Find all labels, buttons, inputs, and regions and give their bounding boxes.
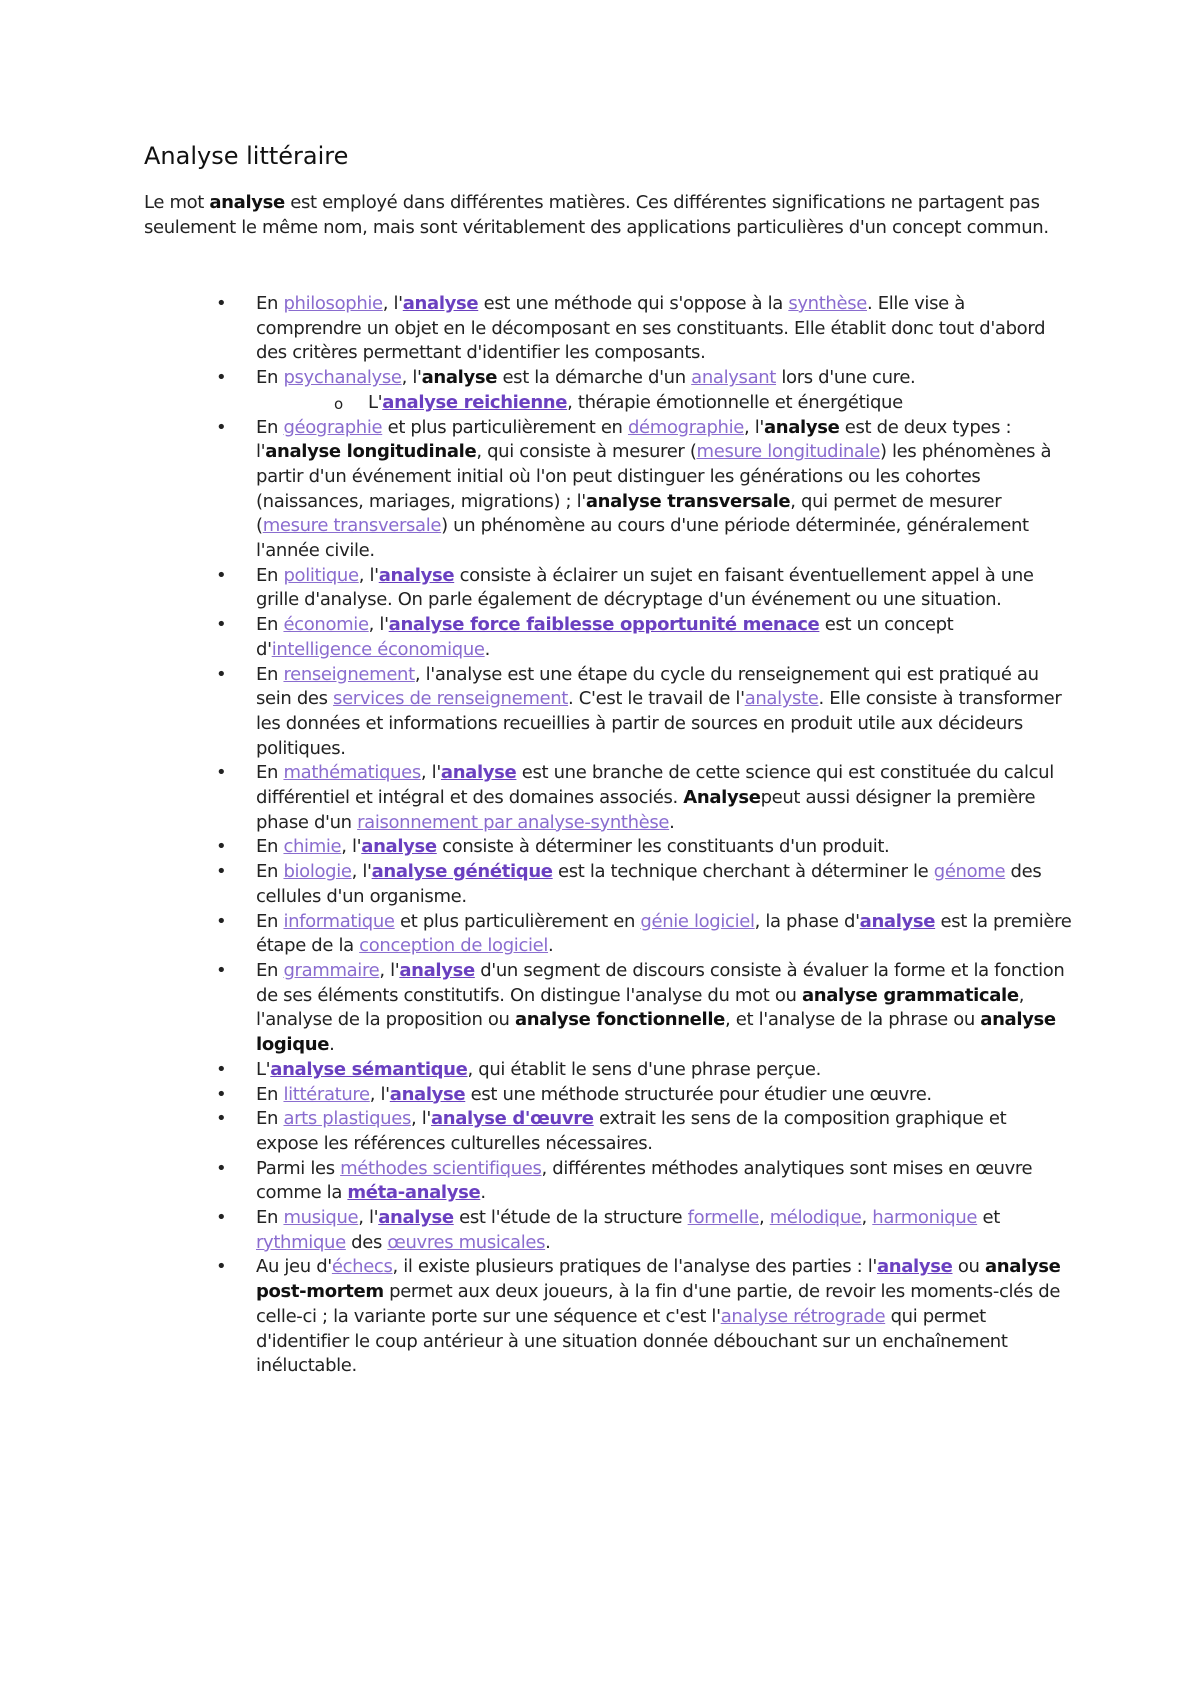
wiki-link[interactable]: démographie bbox=[627, 416, 744, 438]
text-run: , qui établit le sens d'une phrase perçue. bbox=[467, 1058, 821, 1080]
text-run: , qui permet de mesurer ( bbox=[256, 490, 1002, 537]
wiki-link[interactable]: analysant bbox=[691, 367, 777, 389]
document-title: Analyse littéraire bbox=[144, 142, 349, 170]
text-run: En bbox=[256, 910, 284, 932]
wiki-link[interactable]: analyse bbox=[389, 1083, 466, 1105]
text-run: , la phase d' bbox=[754, 910, 860, 932]
wiki-link[interactable]: analyse reichienne bbox=[382, 391, 568, 413]
text-run: En bbox=[256, 367, 284, 389]
bold-term: analyse bbox=[421, 367, 498, 389]
text-run: est la démarche d'un bbox=[497, 367, 692, 389]
text-run: peut aussi désigner la première phase d'un bbox=[256, 787, 1036, 833]
wiki-link[interactable]: génome bbox=[933, 861, 1006, 883]
text-run: consiste à déterminer les constituants d'un produit. bbox=[436, 836, 890, 858]
text-run: . bbox=[480, 1182, 486, 1204]
text-run: est la première étape de la bbox=[256, 910, 1072, 957]
list-item bbox=[212, 1058, 1072, 1083]
text-run: . Elle consiste à transformer les données et informations recueillies à partir de sources en produit utile aux décideurs politiques. bbox=[256, 688, 1062, 759]
list-item bbox=[212, 564, 1072, 613]
bold-term: Analyse bbox=[683, 787, 761, 809]
list-item bbox=[212, 1107, 1072, 1156]
text-run: est une branche de cette science qui est constituée du calcul différentiel et intégral et des domaines associés. bbox=[256, 762, 1054, 809]
list-item bbox=[212, 761, 1072, 835]
text-run: , l' bbox=[382, 293, 403, 314]
text-run: lors d'une cure. bbox=[776, 367, 916, 389]
list-item bbox=[212, 663, 1072, 762]
text-run: , et l'analyse de la phrase ou bbox=[725, 1009, 981, 1031]
list-item bbox=[212, 910, 1072, 959]
text-run: , l'analyse est une étape du cycle du renseignement qui est pratiqué au sein des bbox=[256, 663, 1039, 710]
text-run: , l'analyse de la proposition ou bbox=[256, 984, 1025, 1031]
wiki-link[interactable]: conception de logiciel bbox=[359, 935, 549, 957]
text-run: , l' bbox=[368, 614, 389, 636]
wiki-link[interactable]: analyse bbox=[378, 564, 455, 586]
list-item bbox=[212, 416, 1072, 564]
text-run: En bbox=[256, 663, 284, 685]
text-run: et plus particulièrement en bbox=[382, 416, 628, 438]
wiki-link[interactable]: méthodes scientifiques bbox=[340, 1157, 542, 1179]
text-run: . bbox=[329, 1034, 335, 1056]
wiki-link[interactable]: analyse bbox=[378, 1207, 454, 1229]
text-run: , l' bbox=[743, 416, 764, 438]
bold-term: analyse grammaticale bbox=[801, 984, 1019, 1006]
text-run: , l' bbox=[341, 836, 362, 858]
bold-term: analyse bbox=[763, 416, 840, 438]
list-item bbox=[212, 1083, 1072, 1108]
text-run: qui permet d'identifier le coup antérieur à une situation donnée débouchant sur un enchaînement inéluctable. bbox=[256, 1305, 1008, 1377]
wiki-link[interactable]: œuvres musicales bbox=[387, 1231, 546, 1253]
text-run: , il existe plusieurs pratiques de l'analyse des parties : l' bbox=[392, 1256, 877, 1278]
text-run: En bbox=[256, 293, 284, 314]
text-run: Parmi les bbox=[256, 1157, 341, 1179]
wiki-link[interactable]: échecs bbox=[331, 1256, 393, 1278]
text-run: En bbox=[256, 959, 284, 981]
text-run: et plus particulièrement en bbox=[394, 910, 641, 932]
text-run: , l' bbox=[410, 1108, 431, 1130]
text-run: En bbox=[256, 762, 284, 784]
text-run: , l' bbox=[358, 1207, 379, 1229]
text-run: extrait les sens de la composition graphique et expose les références culturelles nécessaires. bbox=[256, 1108, 1007, 1154]
list-item bbox=[212, 613, 1072, 662]
text-run: , l' bbox=[358, 564, 379, 586]
text-run: . bbox=[669, 811, 675, 833]
text-run: ) un phénomène au cours d'une période déterminée, généralement l'année civile. bbox=[256, 515, 1029, 562]
wiki-link[interactable]: formelle bbox=[687, 1207, 759, 1229]
text-run: , l' bbox=[351, 861, 372, 883]
wiki-link[interactable]: analyse bbox=[361, 836, 437, 858]
bold-term: analyse post-mortem bbox=[256, 1256, 1061, 1303]
wiki-link[interactable]: raisonnement par analyse-synthèse bbox=[357, 811, 670, 833]
wiki-link[interactable]: analyse bbox=[402, 293, 479, 314]
list-item bbox=[212, 292, 1072, 366]
wiki-link[interactable]: mesure longitudinale bbox=[696, 441, 880, 463]
text-run: des bbox=[345, 1231, 388, 1253]
wiki-link[interactable]: mathématiques bbox=[283, 762, 421, 784]
wiki-link[interactable]: méta-analyse bbox=[347, 1182, 481, 1204]
text-run: En bbox=[256, 614, 284, 636]
text-run: , bbox=[758, 1207, 770, 1229]
wiki-link[interactable]: mélodique bbox=[769, 1207, 862, 1229]
text-run: En bbox=[256, 564, 284, 586]
text-run: est un concept d' bbox=[256, 614, 954, 660]
wiki-link[interactable]: chimie bbox=[283, 836, 342, 858]
text-run: En bbox=[256, 1083, 284, 1105]
text-run: En bbox=[256, 1207, 284, 1229]
wiki-link[interactable]: analyse force faiblesse opportunité menace bbox=[388, 614, 820, 636]
wiki-link[interactable]: philosophie bbox=[283, 293, 383, 314]
list-item bbox=[212, 860, 1072, 909]
bold-term: analyse longitudinale bbox=[265, 441, 477, 463]
text-run: ) les phénomènes à partir d'un événement initial où l'on peut distinguer les générations ou les cohortes (naissances, mariages, migrations) ; l' bbox=[256, 441, 1052, 512]
wiki-link[interactable]: mesure transversale bbox=[262, 515, 442, 537]
wiki-link[interactable]: analyse bbox=[877, 1256, 953, 1278]
text-run: consiste à éclairer un sujet en faisant éventuellement appel à une grille d'analyse. On parle également de décryptage d'un événement ou une situation. bbox=[256, 564, 1034, 611]
meanings-list bbox=[212, 292, 1072, 1379]
text-run: . bbox=[548, 935, 554, 957]
wiki-link[interactable]: génie logiciel bbox=[640, 910, 755, 932]
text-run: et bbox=[977, 1207, 1000, 1229]
text-run: est de deux types : l' bbox=[256, 416, 1012, 463]
text-run: , l' bbox=[401, 367, 422, 389]
text-run: , thérapie émotionnelle et énergétique bbox=[567, 391, 903, 413]
list-item bbox=[212, 1157, 1072, 1206]
text-run: , l' bbox=[420, 762, 441, 784]
text-run: , différentes méthodes analytiques sont mises en œuvre comme la bbox=[256, 1157, 1033, 1204]
wiki-link[interactable]: analyse génétique bbox=[371, 861, 553, 883]
wiki-link[interactable]: analyse bbox=[440, 762, 517, 784]
text-run: Le mot bbox=[144, 192, 210, 213]
text-run: est l'étude de la structure bbox=[453, 1207, 688, 1229]
bold-term: analyse transversale bbox=[585, 490, 791, 512]
wiki-link[interactable]: analyse rétrograde bbox=[720, 1305, 886, 1327]
text-run: des cellules d'un organisme. bbox=[256, 861, 1042, 907]
text-run: d'un segment de discours consiste à évaluer la forme et la fonction de ses éléments constitutifs. On distingue l'analyse du mot ou bbox=[256, 959, 1065, 1006]
text-run: En bbox=[256, 416, 284, 438]
wiki-link[interactable]: services de renseignement bbox=[333, 688, 569, 710]
wiki-link[interactable]: grammaire bbox=[283, 959, 380, 981]
text-run: . bbox=[484, 638, 491, 660]
sub-list-item bbox=[212, 391, 1072, 416]
wiki-link[interactable]: littérature bbox=[283, 1083, 370, 1105]
wiki-link[interactable]: musique bbox=[283, 1207, 359, 1229]
wiki-link[interactable]: géographie bbox=[283, 416, 383, 438]
wiki-link[interactable]: intelligence économique bbox=[271, 638, 485, 660]
text-run: permet aux deux joueurs, à la fin d'une partie, de revoir les moments-clés de celle-ci ; la variante porte sur une séquence et c'est l' bbox=[256, 1281, 1061, 1327]
text-run: , qui consiste à mesurer ( bbox=[476, 441, 697, 463]
list-item bbox=[212, 835, 1072, 860]
wiki-link[interactable]: analyse sémantique bbox=[270, 1058, 468, 1080]
text-run: , l' bbox=[369, 1083, 390, 1105]
wiki-link[interactable]: psychanalyse bbox=[283, 367, 402, 389]
text-run: est une méthode qui s'oppose à la bbox=[478, 293, 789, 314]
text-run: , l' bbox=[379, 959, 400, 981]
bold-term: analyse fonctionnelle bbox=[514, 1009, 726, 1031]
list-item bbox=[212, 959, 1072, 1058]
intro-paragraph bbox=[144, 190, 1064, 240]
bold-term: analyse bbox=[209, 192, 285, 213]
text-run: . bbox=[545, 1231, 551, 1253]
text-run: , bbox=[861, 1207, 873, 1229]
wiki-link[interactable]: harmonique bbox=[872, 1207, 978, 1229]
text-run: . C'est le travail de l' bbox=[568, 688, 745, 710]
text-run: L' bbox=[256, 1058, 271, 1080]
text-run: est la technique cherchant à déterminer le bbox=[552, 861, 934, 883]
wiki-link[interactable]: analyse bbox=[399, 959, 475, 981]
wiki-link[interactable]: synthèse bbox=[788, 293, 867, 314]
wiki-link[interactable]: informatique bbox=[283, 910, 395, 932]
list-item bbox=[212, 1206, 1072, 1255]
text-run: Au jeu d' bbox=[256, 1256, 332, 1278]
wiki-link[interactable]: analyse bbox=[859, 910, 936, 932]
text-run: En bbox=[256, 1108, 284, 1130]
wiki-link[interactable]: analyste bbox=[744, 688, 819, 710]
text-run: L' bbox=[368, 391, 383, 413]
list-item bbox=[212, 1255, 1072, 1379]
text-run: En bbox=[256, 861, 284, 883]
list-item bbox=[212, 366, 1072, 391]
wiki-link[interactable]: arts plastiques bbox=[283, 1108, 411, 1130]
text-run: . Elle vise à comprendre un objet en le décomposant en ses constituants. Elle établit donc tout d'abord des critères permettant d'identifier les composants. bbox=[256, 293, 1046, 364]
wiki-link[interactable]: analyse d'œuvre bbox=[430, 1108, 594, 1130]
bold-term: analyse logique bbox=[256, 1009, 1056, 1056]
wiki-link[interactable]: renseignement bbox=[283, 663, 415, 685]
text-run: est une méthode structurée pour étudier une œuvre. bbox=[465, 1083, 932, 1105]
text-run: ou bbox=[952, 1256, 985, 1278]
wiki-link[interactable]: économie bbox=[283, 614, 369, 636]
text-run: est employé dans différentes matières. Ces différentes significations ne partagent pas seulement le même nom, mais sont véritablement des applications particulières d'un concept commun. bbox=[144, 192, 1049, 238]
text-run: En bbox=[256, 836, 284, 858]
wiki-link[interactable]: politique bbox=[283, 564, 359, 586]
wiki-link[interactable]: biologie bbox=[283, 861, 352, 883]
wiki-link[interactable]: rythmique bbox=[256, 1231, 346, 1253]
